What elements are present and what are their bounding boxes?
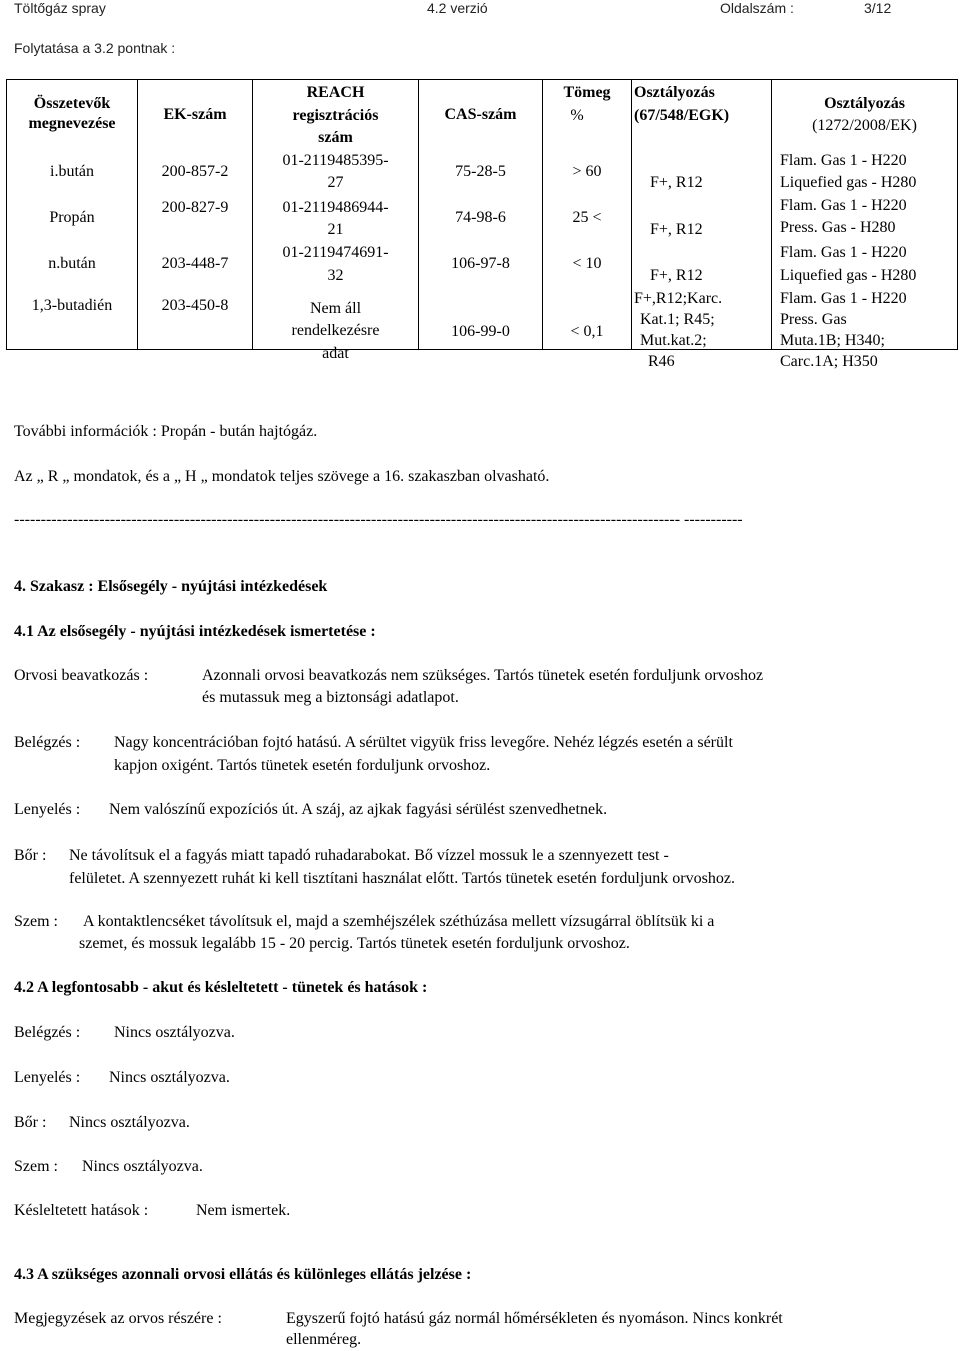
eye-label: Szem : (14, 913, 58, 930)
s42-inhalation-text: Nincs osztályozva. (114, 1024, 235, 1041)
row-3-mass: < 10 (572, 255, 602, 272)
row-2-mass: 25 < (572, 209, 602, 226)
eye-text-2: szemet, és mossuk legalább 15 - 20 percig. Tartós tünetek esetén forduljunk orvoshoz. (79, 935, 630, 952)
header-mass-2: % (570, 107, 584, 124)
row-4-class1272-1: Flam. Gas 1 - H220 (780, 290, 907, 307)
doctor-notes-text-2: ellenméreg. (286, 1331, 362, 1348)
header-class1272-2: (1272/2008/EK) (812, 117, 917, 134)
continued-note: Folytatása a 3.2 pontnak : (14, 40, 176, 56)
row-2-class67: F+, R12 (650, 221, 703, 238)
page-number-value: 3/12 (864, 0, 892, 16)
row-4-class1272-2: Press. Gas (780, 311, 847, 328)
header-reach-2: regisztrációs (292, 107, 379, 124)
s42-inhalation-label: Belégzés : (14, 1024, 81, 1041)
s42-delayed-label: Késleltetett hatások : (14, 1202, 149, 1219)
row-1-ek: 200-857-2 (161, 163, 229, 180)
medical-text-1: Azonnali orvosi beavatkozás nem szükséges. Tartós tünetek esetén forduljunk orvoshoz (202, 667, 764, 684)
s42-eye-label: Szem : (14, 1158, 58, 1175)
s42-eye-text: Nincs osztályozva. (82, 1158, 203, 1175)
row-2-name: Propán (49, 209, 95, 226)
row-2-reach-1: 01-2119486944- (282, 199, 389, 216)
ingestion-label: Lenyelés : (14, 801, 81, 818)
column-mass (543, 80, 632, 350)
subsection-4-1-title: 4.1 Az elsősegély - nyújtási intézkedések ismertetése : (14, 623, 376, 640)
row-1-name: i.bután (50, 163, 94, 180)
header-name-2: megnevezése (28, 115, 116, 132)
header-name-1: Összetevők (33, 95, 111, 112)
header-reach-1: REACH (306, 84, 365, 101)
ingestion-text: Nem valószínű expozíciós út. A száj, az ajkak fagyási sérülést szenvedhetnek. (109, 801, 608, 818)
rh-phrases-note: Az „ R „ mondatok, és a „ H „ mondatok teljes szövege a 16. szakaszban olvasható. (14, 468, 550, 485)
page-number-label: Oldalszám : (720, 0, 794, 16)
header-cas: CAS-szám (444, 106, 517, 123)
header-class67-2: (67/548/EGK) (634, 107, 730, 124)
row-4-cas: 106-99-0 (451, 323, 510, 340)
row-1-reach-1: 01-2119485395- (282, 152, 389, 169)
column-class-67-548 (632, 80, 772, 370)
row-2-class1272-2: Press. Gas - H280 (780, 219, 896, 236)
skin-label: Bőr : (14, 847, 47, 864)
row-3-name: n.bután (48, 255, 96, 272)
skin-text-1: Ne távolítsuk el a fagyás miatt tapadó ruhadarabokat. Bő vízzel mossuk le a szennyezett test - (69, 847, 669, 864)
row-4-class1272-4: Carc.1A; H350 (780, 353, 878, 370)
row-4-ek: 203-450-8 (161, 297, 229, 314)
row-4-class67-2: Kat.1; R45; (640, 311, 715, 328)
row-3-reach-1: 01-2119474691- (282, 244, 389, 261)
row-1-class1272-1: Flam. Gas 1 - H220 (780, 152, 907, 169)
s42-skin-text: Nincs osztályozva. (69, 1114, 190, 1131)
row-4-reach-1: Nem áll (309, 300, 362, 317)
subsection-4-2-title: 4.2 A legfontosabb - akut és késleltetett - tünetek és hatások : (14, 979, 428, 996)
row-3-class1272-2: Liquefied gas - H280 (780, 267, 917, 284)
row-1-mass: > 60 (572, 163, 602, 180)
s42-ingestion-text: Nincs osztályozva. (109, 1069, 230, 1086)
column-class-1272-2008 (772, 80, 958, 370)
row-4-class67-4: R46 (648, 353, 675, 370)
composition-table (6, 79, 958, 370)
doctor-notes-text-1: Egyszerű fojtó hatású gáz normál hőmérsékleten és nyomáson. Nincs konkrét (286, 1310, 783, 1327)
row-4-reach-2: rendelkezésre (291, 322, 380, 339)
row-1-cas: 75-28-5 (455, 163, 506, 180)
row-3-ek: 203-448-7 (161, 255, 229, 272)
header-class67-1: Osztályozás (634, 84, 715, 101)
inhalation-text-1: Nagy koncentrációban fojtó hatású. A sérültet vigyük friss levegőre. Nehéz légzés esetén a sérült (114, 734, 733, 751)
header-class1272-1: Osztályozás (824, 95, 905, 112)
column-reach (253, 80, 419, 362)
column-component-name (7, 80, 138, 350)
row-4-class67-1: F+,R12;Karc. (634, 290, 723, 307)
row-1-class1272-2: Liquefied gas - H280 (780, 174, 917, 191)
row-1-class67: F+, R12 (650, 174, 703, 191)
skin-text-2: felületet. A szennyezett ruhát ki kell tisztítani használat előtt. Tartós tünetek esetén forduljunk orvoshoz. (69, 870, 735, 887)
row-2-class1272-1: Flam. Gas 1 - H220 (780, 197, 907, 214)
s42-skin-label: Bőr : (14, 1114, 47, 1131)
row-4-class67-3: Mut.kat.2; (640, 332, 707, 349)
row-3-reach-2: 32 (327, 267, 344, 284)
further-info: További információk : Propán - bután hajtógáz. (14, 423, 318, 440)
header-mass-1: Tömeg (563, 84, 611, 101)
header-reach-3: szám (318, 129, 353, 146)
row-3-class67: F+, R12 (650, 267, 703, 284)
row-3-cas: 106-97-8 (451, 255, 510, 272)
s42-ingestion-label: Lenyelés : (14, 1069, 81, 1086)
row-3-class1272-1: Flam. Gas 1 - H220 (780, 244, 907, 261)
section-4-title: 4. Szakasz : Elsősegély - nyújtási intézkedések (14, 578, 328, 595)
medical-text-2: és mutassuk meg a biztonsági adatlapot. (202, 689, 459, 706)
row-1-reach-2: 27 (327, 174, 344, 191)
column-ek (138, 80, 253, 350)
inhalation-text-2: kapjon oxigént. Tartós tünetek esetén forduljunk orvoshoz. (114, 757, 491, 774)
row-4-mass: < 0,1 (570, 323, 604, 340)
eye-text-1: A kontaktlencséket távolítsuk el, majd a szemhéjszélek széthúzása mellett vízsugárral öblítsük ki a (83, 913, 715, 930)
medical-label: Orvosi beavatkozás : (14, 667, 149, 684)
row-4-class1272-3: Muta.1B; H340; (780, 332, 885, 349)
doctor-notes-label: Megjegyzések az orvos részére : (14, 1310, 222, 1327)
divider-line: ----------------------------------------------------------------------------------------------------------------------------- ----------- (14, 511, 743, 528)
header-ek: EK-szám (163, 106, 227, 123)
version-label: 4.2 verzió (427, 0, 488, 16)
row-4-reach-3: adat (322, 345, 349, 362)
row-4-name: 1,3-butadién (31, 297, 113, 314)
row-2-reach-2: 21 (327, 221, 344, 238)
subsection-4-3-title: 4.3 A szükséges azonnali orvosi ellátás és különleges ellátás jelzése : (14, 1266, 472, 1283)
row-2-cas: 74-98-6 (455, 209, 506, 226)
s42-delayed-text: Nem ismertek. (196, 1202, 291, 1219)
document-title: Töltőgáz spray (14, 0, 106, 16)
row-2-ek: 200-827-9 (161, 199, 229, 216)
inhalation-label: Belégzés : (14, 734, 81, 751)
